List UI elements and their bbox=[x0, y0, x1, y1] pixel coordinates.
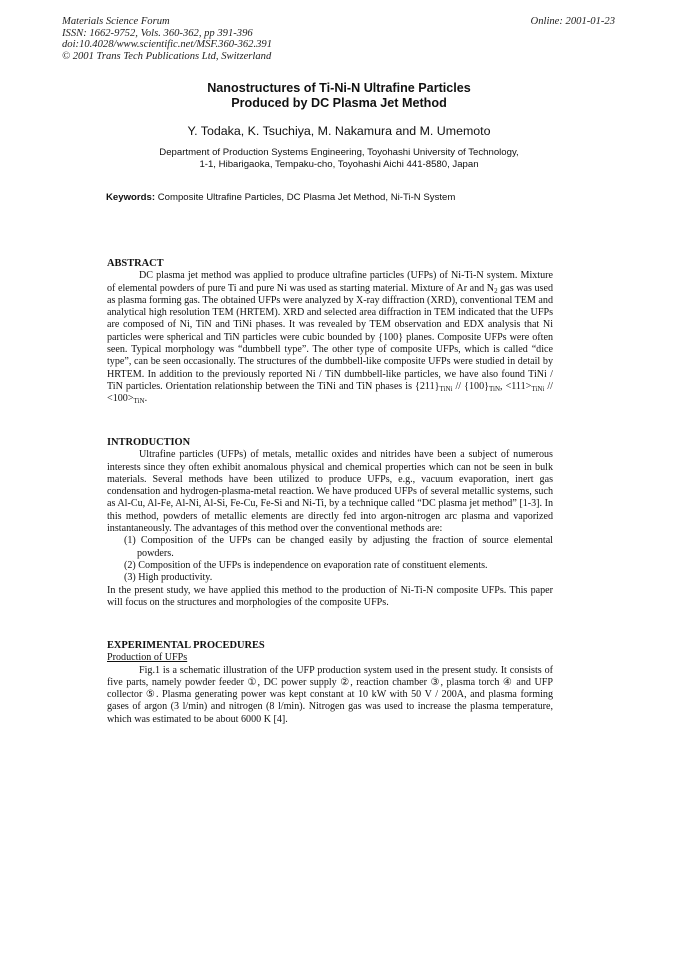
advantage-item-3: (3) High productivity. bbox=[124, 572, 213, 584]
abstract-text-3: // {100} bbox=[452, 380, 489, 392]
abstract-text-2: gas was used as plasma forming gas. The obtained UFPs were analyzed by X-ray diffraction (XRD), conventional TEM and analytical high resolution TEM (HRTEM). XRD and selected area diffraction in TEM indicated that the UFPs are composed of Ni, TiN and TiNi phases. It was revealed by TEM observation and EDX analysis that Ni particles were spherical and TiN particles were cubic bounded by {100} planes. Composite UFPs were often seen. Typical morphology was “dumbbell type”. The other type of composite UFPs, which is called “dice type”, can be seen occasionally. The structures of the dumbbell-like composite UFPs were studied in detail by HRTEM. In addition to the previously reported Ni / TiN dumbbell-like particles, we have also found TiNi / TiN particles. Orientation relationship between the TiNi and TiN phases is {211} bbox=[107, 282, 553, 392]
abstract-text-4: , <111> bbox=[500, 380, 532, 392]
advantage-item-1: (1) Composition of the UFPs can be changed easily by adjusting the fraction of source elemental powders. bbox=[124, 535, 553, 559]
experimental-paragraph-1: Fig.1 is a schematic illustration of the UFP production system used in the present study. It consists of five parts, namely powder feeder ①, DC power supply ②, reaction chamber ③, plasma torch ④ and UFP collector ⑤. Plasma generating power was kept constant at 10 kW with 50 V / 200A, and plasma forming gases of argon (3 l/min) and nitrogen (8 l/min). Nitrogen gas was used to increase the plasma temperature, which was estimated to be about 6000 K [4]. bbox=[107, 664, 553, 725]
affiliation-line-1: Department of Production Systems Engineering, Toyohashi University of Technology, bbox=[159, 147, 519, 158]
title-line-2: Produced by DC Plasma Jet Method bbox=[231, 95, 447, 110]
title-line-1: Nanostructures of Ti-Ni-N Ultrafine Particles bbox=[207, 81, 471, 95]
affiliation bbox=[0, 147, 678, 171]
online-date: Online: 2001-01-23 bbox=[530, 16, 615, 27]
abstract-section bbox=[107, 258, 553, 406]
introduction-paragraph-1: Ultrafine particles (UFPs) of metals, metallic oxides and nitrides have been a subject of numerous interests since they often exhibit anomalous physical and chemical properties which can not be seen in bulk materials. Several methods have been utilized to produce UFPs, e.g., vacuum evaporation, inert gas condensation and hydrogen-plasma-metal reaction. We have produced UFPs of several metallic systems, such as Al-Cu, Al-Fe, Al-Ni, Al-Si, Fe-Cu, Fe-Si and Ni-Ti, by a technique called “DC plasma jet method” [1-3]. In this method, powders of metallic elements are directly fed into argon-nitrogen arc plasma and vaporized instantaneously. The advantages of this method over the conventional methods are: bbox=[107, 449, 553, 535]
keywords-label: Keywords: bbox=[106, 192, 156, 203]
abstract-sub-1: 2 bbox=[494, 286, 498, 295]
paper-title bbox=[0, 81, 678, 110]
abstract-sub-2: TiNi bbox=[439, 384, 453, 393]
experimental-heading: EXPERIMENTAL PROCEDURES bbox=[107, 640, 265, 651]
introduction-heading: INTRODUCTION bbox=[107, 437, 191, 448]
authors: Y. Todaka, K. Tsuchiya, M. Nakamura and M. Umemoto bbox=[187, 124, 491, 138]
abstract-text bbox=[107, 270, 553, 405]
abstract-heading: ABSTRACT bbox=[107, 258, 164, 269]
affiliation-line-2: 1-1, Hibarigaoka, Tempaku-cho, Toyohashi Aichi 441-8580, Japan bbox=[199, 158, 479, 170]
abstract-sub-3: TiN bbox=[488, 384, 501, 393]
abstract-text-1: DC plasma jet method was applied to produce ultrafine particles (UFPs) of Ni-Ti-N system. Mixture of elemental powders of pure Ti and pure Ni was used as starting material. Mixture of Ar and N bbox=[107, 270, 553, 294]
advantage-item-2: (2) Composition of the UFPs is independence on evaporation rate of constituent elements. bbox=[124, 559, 488, 571]
copyright: © 2001 Trans Tech Publications Ltd, Switzerland bbox=[62, 50, 272, 62]
keywords-text: Composite Ultrafine Particles, DC Plasma Jet Method, Ni-Ti-N System bbox=[157, 192, 456, 203]
introduction-section bbox=[107, 437, 553, 609]
experimental-subheading: Production of UFPs bbox=[107, 652, 188, 664]
abstract-text-5: // <100> bbox=[107, 380, 553, 405]
doi: doi:10.4028/www.scientific.net/MSF.360-362.391 bbox=[62, 39, 272, 51]
abstract-sub-5: TiN bbox=[133, 397, 145, 406]
introduction-paragraph-2: In the present study, we have applied this method to the production of Ni-Ti-N composite UFPs. This paper will focus on the structures and morphologies of the composite UFPs. bbox=[107, 584, 553, 608]
journal-header bbox=[62, 16, 272, 62]
abstract-sub-4: TiNi bbox=[531, 384, 545, 393]
experimental-section bbox=[107, 640, 553, 726]
journal-name: Materials Science Forum bbox=[62, 16, 170, 27]
keywords bbox=[106, 192, 455, 203]
issn: ISSN: 1662-9752, Vols. 360-362, pp 391-396 bbox=[62, 27, 253, 39]
abstract-text-6: . bbox=[144, 393, 148, 405]
